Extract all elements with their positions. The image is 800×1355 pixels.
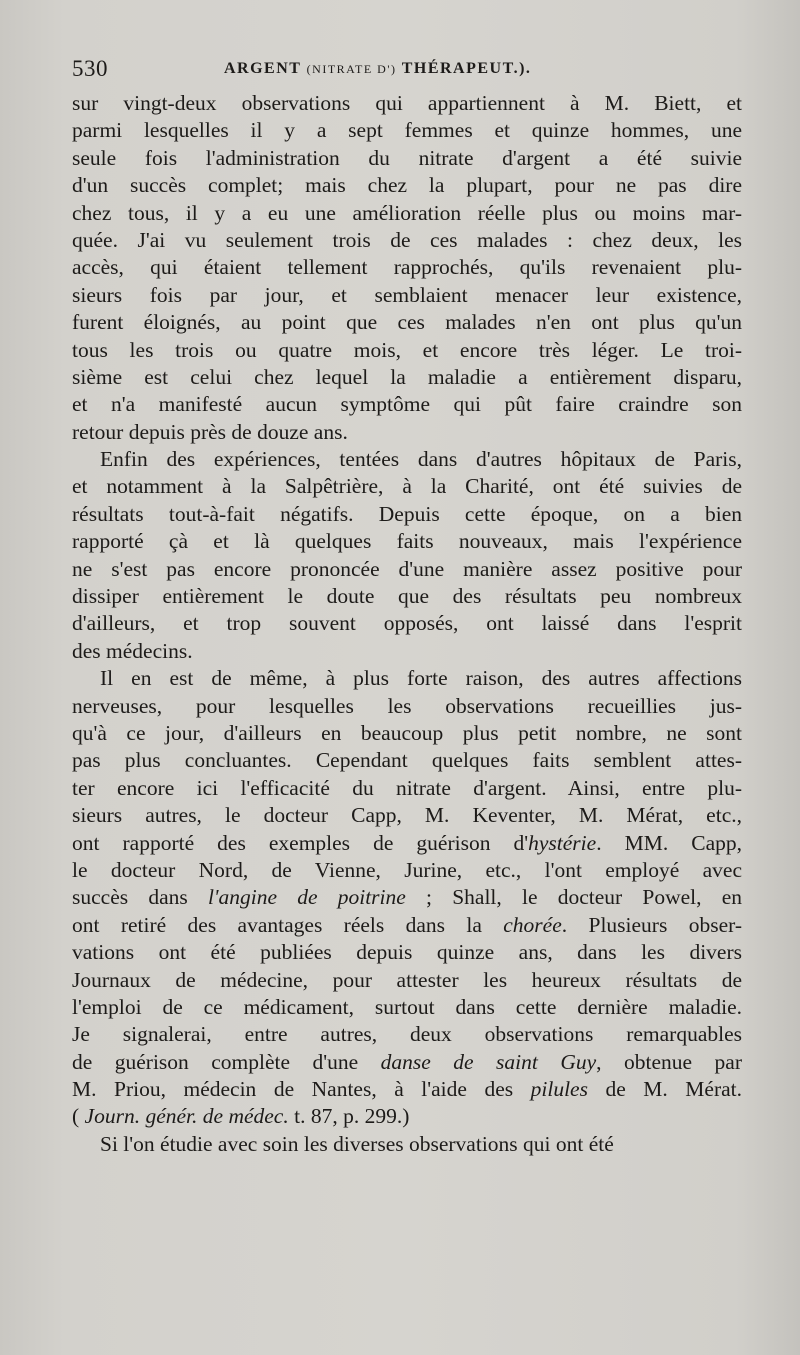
page-header [72,56,752,88]
text-line: pas plus concluantes. Cependant quelques faits semblent attes- [72,748,742,773]
paragraph-start-line: Enfin des expériences, tentées dans d'autres hôpitaux de Paris, [100,447,742,472]
text-line: seule fois l'administration du nitrate d'argent a été suivie [72,145,742,170]
text-line: accès, qui étaient tellement rapprochés, qu'ils revenaient plu- [72,255,742,280]
text-line: vations ont été publiées depuis quinze ans, dans les divers [72,940,742,965]
italic-citation: Journ. génér. de médec. [84,1104,289,1129]
paragraph-start-line: Si l'on étudie avec soin les diverses observations qui ont été [100,1131,614,1156]
text-line: rapporté çà et là quelques faits nouveaux, mais l'expérience [72,529,742,554]
running-head [224,60,531,78]
text-line: ne s'est pas encore prononcée d'une manière assez positive pour [72,556,742,581]
text-line: qu'à ce jour, d'ailleurs en beaucoup plus petit nombre, ne sont [72,720,742,745]
text-line: ont rapporté des exemples de guérison d'hystérie. MM. Capp, [72,830,742,855]
text-line: d'ailleurs, et trop souvent opposés, ont laissé dans l'esprit [72,611,742,636]
text-line: succès dans l'angine de poitrine ; Shall, le docteur Powel, en [72,885,742,910]
text-line: M. Priou, médecin de Nantes, à l'aide des pilules de M. Mérat. [72,1077,743,1102]
italic-term: l'angine de poitrine [207,885,406,910]
text-line: Journaux de médecine, pour attester les heureux résultats de [72,967,742,992]
italic-term: chorée [503,912,562,937]
text-line: quée. J'ai vu seulement trois de ces malades : chez deux, les [72,227,742,252]
text-line: résultats tout-à-fait négatifs. Depuis cette époque, on a bien [72,501,742,526]
running-head-main: ARGENT [224,60,302,77]
citation-line: ( Journ. génér. de médec. t. 87, p. 299.) [72,1104,410,1129]
paragraph-end-line: retour depuis près de douze ans. [72,419,348,444]
text-line: chez tous, il y a eu une amélioration réelle plus ou moins mar- [72,200,742,225]
text-line: tous les trois ou quatre mois, et encore très léger. Le troi- [72,337,742,362]
text-line: sur vingt-deux observations qui appartiennent à M. Biett, et [72,91,742,115]
running-head-paren: (NITRATE D') [306,62,397,76]
text-line: nerveuses, pour lesquelles les observations recueillies jus- [72,693,742,718]
text-line: Je signalerai, entre autres, deux observations remarquables [72,1022,742,1047]
paragraph-start-line: Il en est de même, à plus forte raison, des autres affections [100,666,742,691]
text-line: parmi lesquelles il y a sept femmes et quinze hommes, une [72,118,742,143]
text-line: sieurs autres, le docteur Capp, M. Keventer, M. Mérat, etc., [72,803,742,828]
text-line: le docteur Nord, de Vienne, Jurine, etc., l'ont employé avec [72,857,742,882]
text-line: l'emploi de ce médicament, surtout dans cette dernière maladie. [72,994,742,1019]
text-line: dissiper entièrement le doute que des résultats peu nombreux [72,584,742,609]
text-line: sième est celui chez lequel la maladie a entièrement disparu, [72,364,742,389]
text-line: sieurs fois par jour, et semblaient menacer leur existence, [72,282,742,307]
text-line: ter encore ici l'efficacité du nitrate d'argent. Ainsi, entre plu- [72,775,742,800]
italic-term: pilules [530,1077,588,1102]
text-line: furent éloignés, au point que ces malades n'en ont plus qu'un [72,310,742,335]
italic-term: danse de saint Guy [380,1049,597,1074]
text-line: d'un succès complet; mais chez la plupart, pour ne pas dire [72,173,742,198]
body-text [72,90,742,1158]
text-line: de guérison complète d'une danse de saint Guy, obtenue par [72,1049,742,1074]
paragraph-end-line: des médecins. [72,638,193,663]
text-line: et n'a manifesté aucun symptôme qui pût faire craindre son [72,392,742,417]
text-line: ont retiré des avantages réels dans la chorée. Plusieurs obser- [72,912,742,937]
text-line: et notamment à la Salpêtrière, à la Charité, ont été suivies de [72,474,742,499]
running-head-tail: THÉRAPEUT.). [401,60,532,77]
italic-term: hystérie [528,830,597,855]
page-number: 530 [72,56,108,81]
